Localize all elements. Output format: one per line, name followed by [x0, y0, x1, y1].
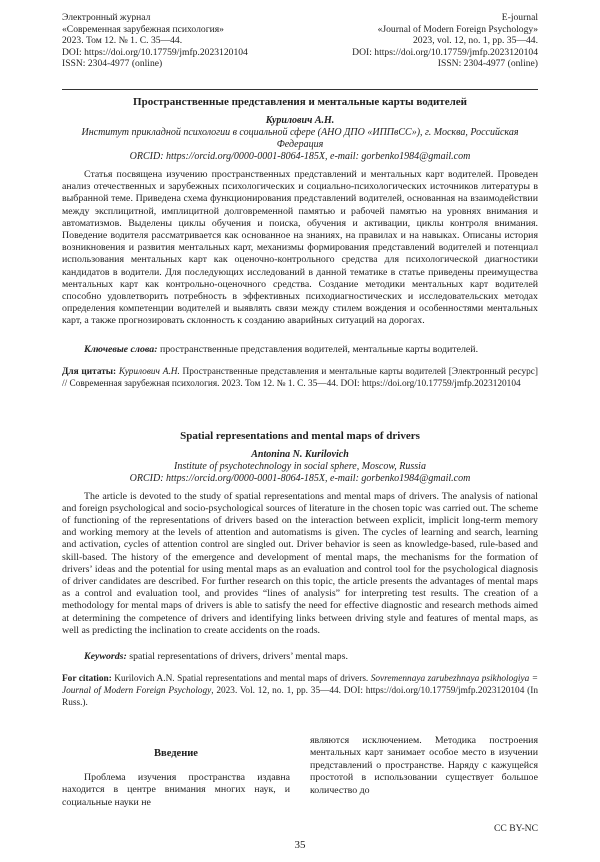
citation-text: Пространственные представления и ментальные карты водителей [Электронный ресурс] // Современная зарубежная психология. 2023. Том 12. № 1. С. 35—44. DOI: https://doi.org/10.17759/jmfp.2023120104 [62, 367, 538, 389]
section-heading-introduction: Введение [62, 747, 290, 760]
header-doi[interactable]: DOI: https://doi.org/10.17759/jmfp.2023120104 [62, 47, 248, 59]
header-line: 2023, vol. 12, no. 1, pp. 35—44. [352, 35, 538, 47]
intro-left [62, 735, 290, 809]
title-en: Spatial representations and mental maps of drivers [62, 430, 538, 443]
intro-left-column: Проблема изучения пространства издавна находится в центре внимания многих наук, и социальные науки не [62, 772, 290, 809]
header-line: «Современная зарубежная психология» [62, 24, 248, 36]
license-label: CC BY-NC [62, 823, 538, 835]
keywords-label: Keywords: [84, 651, 127, 662]
keywords-label: Ключевые слова: [84, 344, 157, 355]
citation-journal: Sovremennaya zarubezhnaya psikhologiya = Journal of Modern Foreign Psychology [62, 674, 538, 696]
author-block-ru [62, 115, 538, 163]
header-line: «Journal of Modern Foreign Psychology» [352, 24, 538, 36]
citation-rest: , 2023. Vol. 12, no. 1, pp. 35—44. DOI: https://doi.org/10.17759/jmfp.2023120104 (In Russ.). [62, 686, 538, 708]
header-line: Электронный журнал [62, 12, 248, 24]
intro-right-column: являются исключением. Методика построения ментальных карт занимает особое место в изучении представлений о пространстве. Наряду с кажущейся простотой в использовании существует большое количество до [310, 735, 538, 797]
keywords-text: пространственные представления водителей, ментальные карты водителей. [157, 344, 478, 355]
header-line: 2023. Том 12. № 1. С. 35—44. [62, 35, 248, 47]
orcid-en[interactable]: ORCID: https://orcid.org/0000-0001-8064-185X, e-mail: gorbenko1984@gmail.com [62, 473, 538, 485]
intro-columns [62, 735, 538, 809]
header-line: E-journal [352, 12, 538, 24]
orcid-ru[interactable]: ORCID: https://orcid.org/0000-0001-8064-185X, e-mail: gorbenko1984@gmail.com [62, 151, 538, 163]
header-doi[interactable]: DOI: https://doi.org/10.17759/jmfp.2023120104 [352, 47, 538, 59]
keywords-ru [62, 344, 538, 356]
author-block-en [62, 449, 538, 485]
affiliation-ru: Институт прикладной психологии в социальной сфере (АНО ДПО «ИППвСС»), г. Москва, Российская Федерация [62, 127, 538, 151]
header-line: ISSN: 2304-4977 (online) [62, 58, 248, 70]
citation-label: Для цитаты: [62, 367, 116, 377]
abstract-en: The article is devoted to the study of spatial representations and mental maps of drivers. The analysis of national and foreign psychological and socio-psychological sources of literature in the chosen topic was carried out. The scheme of functioning of the representations of drivers based on the interaction between explicit, implicit long-term memory and working memory at the levels of attention and automatisms is given. The cycles of learning and search, learning and activation, cycles of attention control are singled out. Driver behavior is seen as knowledge-based, rule-based and skill-based. The history of the emergence and development of mental maps, the mechanisms for the formation of drivers’ ideas and the potential for using mental maps as an evaluation and control tool for the psychological diagnosis of driver candidates are described. For further research on this topic, the article presents the advantages of mental maps as a control and evaluation tool, and provides “lines of analysis” for interpreting test results. The creation of a methodology for mental maps of drivers is able to satisfy the need for effective diagnostic and research methods aimed at determining the competence of drivers and identifying links between driving style and features of mental maps, as well as predicting the inclination to create accidents on the roads. [62, 491, 538, 637]
header-line: ISSN: 2304-4977 (online) [352, 58, 538, 70]
affiliation-en: Institute of psychotechnology in social sphere, Moscow, Russia [62, 461, 538, 473]
author-ru: Курилович А.Н. [62, 115, 538, 127]
author-en: Antonina N. Kurilovich [62, 449, 538, 461]
page-number: 35 [62, 839, 538, 852]
article-body [62, 0, 538, 862]
title-ru: Пространственные представления и ментальные карты водителей [62, 96, 538, 109]
citation-text: Kurilovich A.N. Spatial representations and mental maps of drivers. [112, 674, 371, 684]
keywords-text: spatial representations of drivers, drivers’ mental maps. [127, 651, 348, 662]
citation-label: For citation: [62, 674, 112, 684]
citation-author: Курилович А.Н. [116, 367, 180, 377]
citation-ru [62, 366, 538, 390]
keywords-en [62, 651, 538, 663]
abstract-ru: Статья посвящена изучению пространственных представлений и ментальных карт водителей. Проведен анализ отечественных и зарубежных психологических и социально-психологических источников литературы в выбранной теме. Приведена схема функционирования представлений водителей, основанная на взаимодействии между эксплицитной, имплицитной долговременной памятью и рабочей памятью на уровнях внимания и автоматизмов. Выделены циклы обучения и поиска, обучения и активации, циклы контроля внимания. Поведение водителя рассматривается как основанное на знаниях, на правилах и на навыках. Описаны история возникновения и развития ментальных карт, механизмы формирования представлений водителей и потенциал использования ментальных карт как оценочно-контрольного средства для психологической диагностики кандидатов в водители. Для последующих исследований в данной тематике в статье приведены преимущества ментальных карт как контрольно-оценочного средства. Создание методики ментальных карт водителей способно удовлетворить потребность в эффективных психодиагностических и исследовательских методах определения компетенции водителей и выявлять связи между стилем вождения и особенностями ментальных карт, а также прогнозировать склонность к созданию аварийных ситуаций на дорогах. [62, 169, 538, 328]
citation-en [62, 673, 538, 709]
